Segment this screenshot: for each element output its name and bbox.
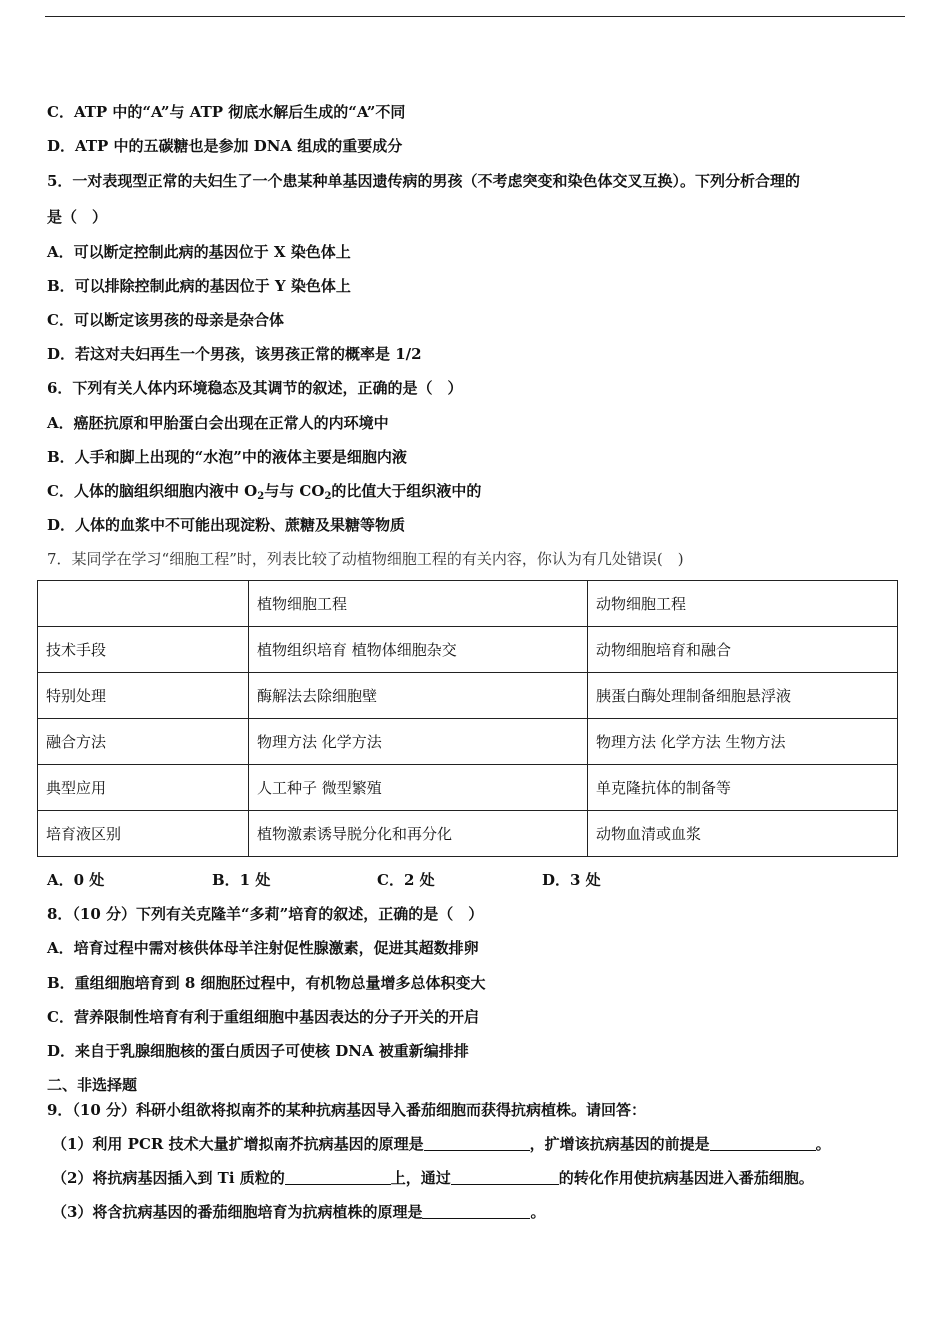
table-header-cell: 动物细胞工程 bbox=[588, 581, 898, 627]
q4-option-d: D．ATP 中的五碳糖也是参加 DNA 组成的重要成分 bbox=[47, 137, 403, 155]
top-rule bbox=[45, 16, 905, 17]
q6-option-c-subscript-1: 2 bbox=[257, 491, 265, 502]
q9-part1 bbox=[52, 1134, 831, 1154]
table-cell: 特别处理 bbox=[38, 673, 249, 719]
table-cell: 物理方法 化学方法 生物方法 bbox=[588, 719, 898, 765]
table-cell: 植物组织培育 植物体细胞杂交 bbox=[249, 627, 588, 673]
q9-part3-end: 。 bbox=[530, 1203, 546, 1221]
q6-option-c bbox=[47, 481, 481, 501]
table-row bbox=[38, 627, 898, 673]
q7-option-a: A．0 处 bbox=[47, 871, 105, 889]
table-header-row bbox=[38, 581, 898, 627]
q6-option-c-pre: C．人体的脑组织细胞内液中 O bbox=[47, 482, 258, 500]
table-row bbox=[38, 719, 898, 765]
answer-blank[interactable] bbox=[285, 1169, 391, 1185]
table-row bbox=[38, 673, 898, 719]
q8-option-d: D．来自于乳腺细胞核的蛋白质因子可使核 DNA 被重新编排排 bbox=[47, 1042, 469, 1060]
q7-option-d: D．3 处 bbox=[542, 871, 601, 889]
table-cell: 胰蛋白酶处理制备细胞悬浮液 bbox=[588, 673, 898, 719]
table-cell: 培育液区别 bbox=[38, 811, 249, 857]
q5-stem-line1: 5．一对表现型正常的夫妇生了一个患某种单基因遗传病的男孩（不考虑突变和染色体交叉互换）。下列分析合理的 bbox=[47, 172, 800, 190]
q9-part2 bbox=[52, 1168, 814, 1188]
comparison-table bbox=[37, 580, 898, 857]
q5-option-d: D．若这对夫妇再生一个男孩，该男孩正常的概率是 1/2 bbox=[47, 345, 422, 363]
q6-option-a: A．癌胚抗原和甲胎蛋白会出现在正常人的内环境中 bbox=[47, 414, 389, 432]
table-row bbox=[38, 765, 898, 811]
table-cell: 物理方法 化学方法 bbox=[249, 719, 588, 765]
table-header-cell: 植物细胞工程 bbox=[249, 581, 588, 627]
q9-part1-end: 。 bbox=[815, 1135, 831, 1153]
q5-option-a: A．可以断定控制此病的基因位于 X 染色体上 bbox=[47, 243, 351, 261]
q6-stem: 6．下列有关人体内环境稳态及其调节的叙述，正确的是（ ） bbox=[47, 379, 463, 397]
table-cell: 植物激素诱导脱分化和再分化 bbox=[249, 811, 588, 857]
table-cell: 技术手段 bbox=[38, 627, 249, 673]
q5-option-c: C．可以断定该男孩的母亲是杂合体 bbox=[47, 311, 284, 329]
q9-part1-pre: （1）利用 PCR 技术大量扩增拟南芥抗病基因的原理是 bbox=[52, 1135, 424, 1153]
q4-option-c: C．ATP 中的“A”与 ATP 彻底水解后生成的“A”不同 bbox=[47, 103, 406, 121]
q9-part2-pre: （2）将抗病基因插入到 Ti 质粒的 bbox=[52, 1169, 285, 1187]
table-cell: 动物细胞培育和融合 bbox=[588, 627, 898, 673]
table-cell: 人工种子 微型繁殖 bbox=[249, 765, 588, 811]
q8-stem: 8．（10 分）下列有关克隆羊“多莉”培育的叙述，正确的是（ ） bbox=[47, 905, 484, 923]
answer-blank[interactable] bbox=[710, 1135, 816, 1151]
q7-option-c: C．2 处 bbox=[377, 871, 435, 889]
table-cell: 动物血清或血浆 bbox=[588, 811, 898, 857]
q9-part1-mid: ，扩增该抗病基因的前提是 bbox=[529, 1135, 710, 1153]
table-cell: 酶解法去除细胞壁 bbox=[249, 673, 588, 719]
q8-option-a: A．培育过程中需对核供体母羊注射促性腺激素，促进其超数排卵 bbox=[47, 939, 479, 957]
q9-part2-end: 的转化作用使抗病基因进入番茄细胞。 bbox=[558, 1169, 814, 1187]
q8-option-b: B．重组细胞培育到 8 细胞胚过程中，有机物总量增多总体积变大 bbox=[47, 974, 486, 992]
section-title: 二、非选择题 bbox=[47, 1076, 138, 1094]
answer-blank[interactable] bbox=[451, 1169, 559, 1185]
q6-option-c-mid: 与与 CO bbox=[264, 482, 325, 500]
q9-part3-pre: （3）将含抗病基因的番茄细胞培育为抗病植株的原理是 bbox=[52, 1203, 423, 1221]
table-row bbox=[38, 811, 898, 857]
q6-option-c-post: 的比值大于组织液中的 bbox=[331, 482, 482, 500]
answer-blank[interactable] bbox=[422, 1203, 530, 1219]
q5-option-b: B．可以排除控制此病的基因位于 Y 染色体上 bbox=[47, 277, 351, 295]
q9-part2-mid: 上，通过 bbox=[390, 1169, 451, 1187]
q9-part3 bbox=[52, 1202, 545, 1222]
table-cell: 融合方法 bbox=[38, 719, 249, 765]
table-cell: 单克隆抗体的制备等 bbox=[588, 765, 898, 811]
answer-blank[interactable] bbox=[424, 1135, 530, 1151]
q9-stem: 9．（10 分）科研小组欲将拟南芥的某种抗病基因导入番茄细胞而获得抗病植株。请回答： bbox=[47, 1101, 647, 1119]
q6-option-b: B．人手和脚上出现的“水泡”中的液体主要是细胞内液 bbox=[47, 448, 407, 466]
q7-option-b: B．1 处 bbox=[212, 871, 271, 889]
table-header-cell bbox=[38, 581, 249, 627]
q8-option-c: C．营养限制性培育有利于重组细胞中基因表达的分子开关的开启 bbox=[47, 1008, 479, 1026]
q5-stem-line2: 是（ ） bbox=[47, 208, 108, 226]
q7-stem: 7．某同学在学习“细胞工程”时，列表比较了动植物细胞工程的有关内容，你认为有几处错误( ) bbox=[47, 550, 684, 568]
q6-option-d: D．人体的血浆中不可能出现淀粉、蔗糖及果糖等物质 bbox=[47, 516, 406, 534]
q6-option-c-subscript-2: 2 bbox=[324, 491, 332, 502]
table-cell: 典型应用 bbox=[38, 765, 249, 811]
